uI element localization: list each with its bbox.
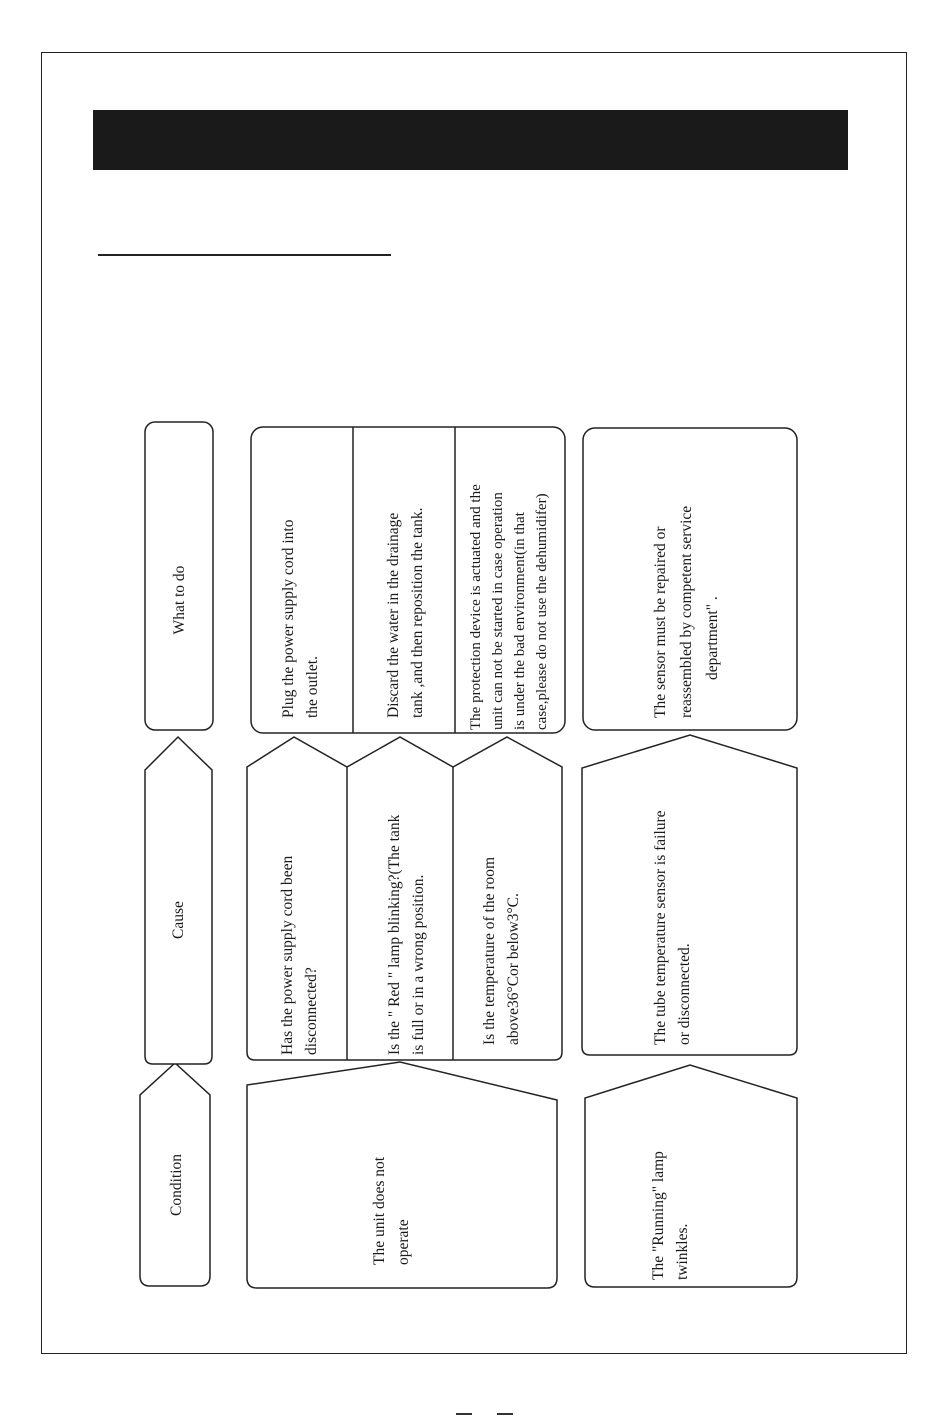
row1-cause-3-text: Is the temperature of the room above36°Cor below3°C. xyxy=(481,856,522,1045)
row2-action-text: The sensor must be repaired or reassembled by competent service department" . xyxy=(652,505,721,718)
row1-action-2-text: Discard the water in the drainage tank ,and then reposition the tank. xyxy=(385,507,426,718)
row1-cause-1-text: Has the power supply cord been disconnected? xyxy=(279,855,320,1055)
row2-condition-text: The "Running" lamp twinkles. xyxy=(650,1151,691,1280)
header-what-to-do-label: What to do xyxy=(171,565,188,635)
header-condition-label: Condition xyxy=(168,1153,185,1217)
row2-condition-box xyxy=(585,1065,797,1287)
row1-cause-2-text: Is the " Red " lamp blinking?(The tank is full or in a wrong position. xyxy=(386,814,427,1055)
page-number-mark-left xyxy=(456,1413,472,1415)
row2-cause-text: The tube temperature sensor is failure or disconnected. xyxy=(652,810,693,1045)
header-cause-label: Cause xyxy=(170,901,187,939)
row1-action-1-text: Plug the power supply cord into the outlet. xyxy=(280,519,321,718)
row1-action-3-text: The protection device is actuated and the unit can not be started in case operation is under the bad environment(in that case,please do not use the dehumidifer) xyxy=(468,484,550,730)
page-number-mark-right xyxy=(497,1413,513,1415)
header-cause-box xyxy=(145,737,212,1064)
row1-condition-text: The unit does not operate xyxy=(371,1156,412,1265)
